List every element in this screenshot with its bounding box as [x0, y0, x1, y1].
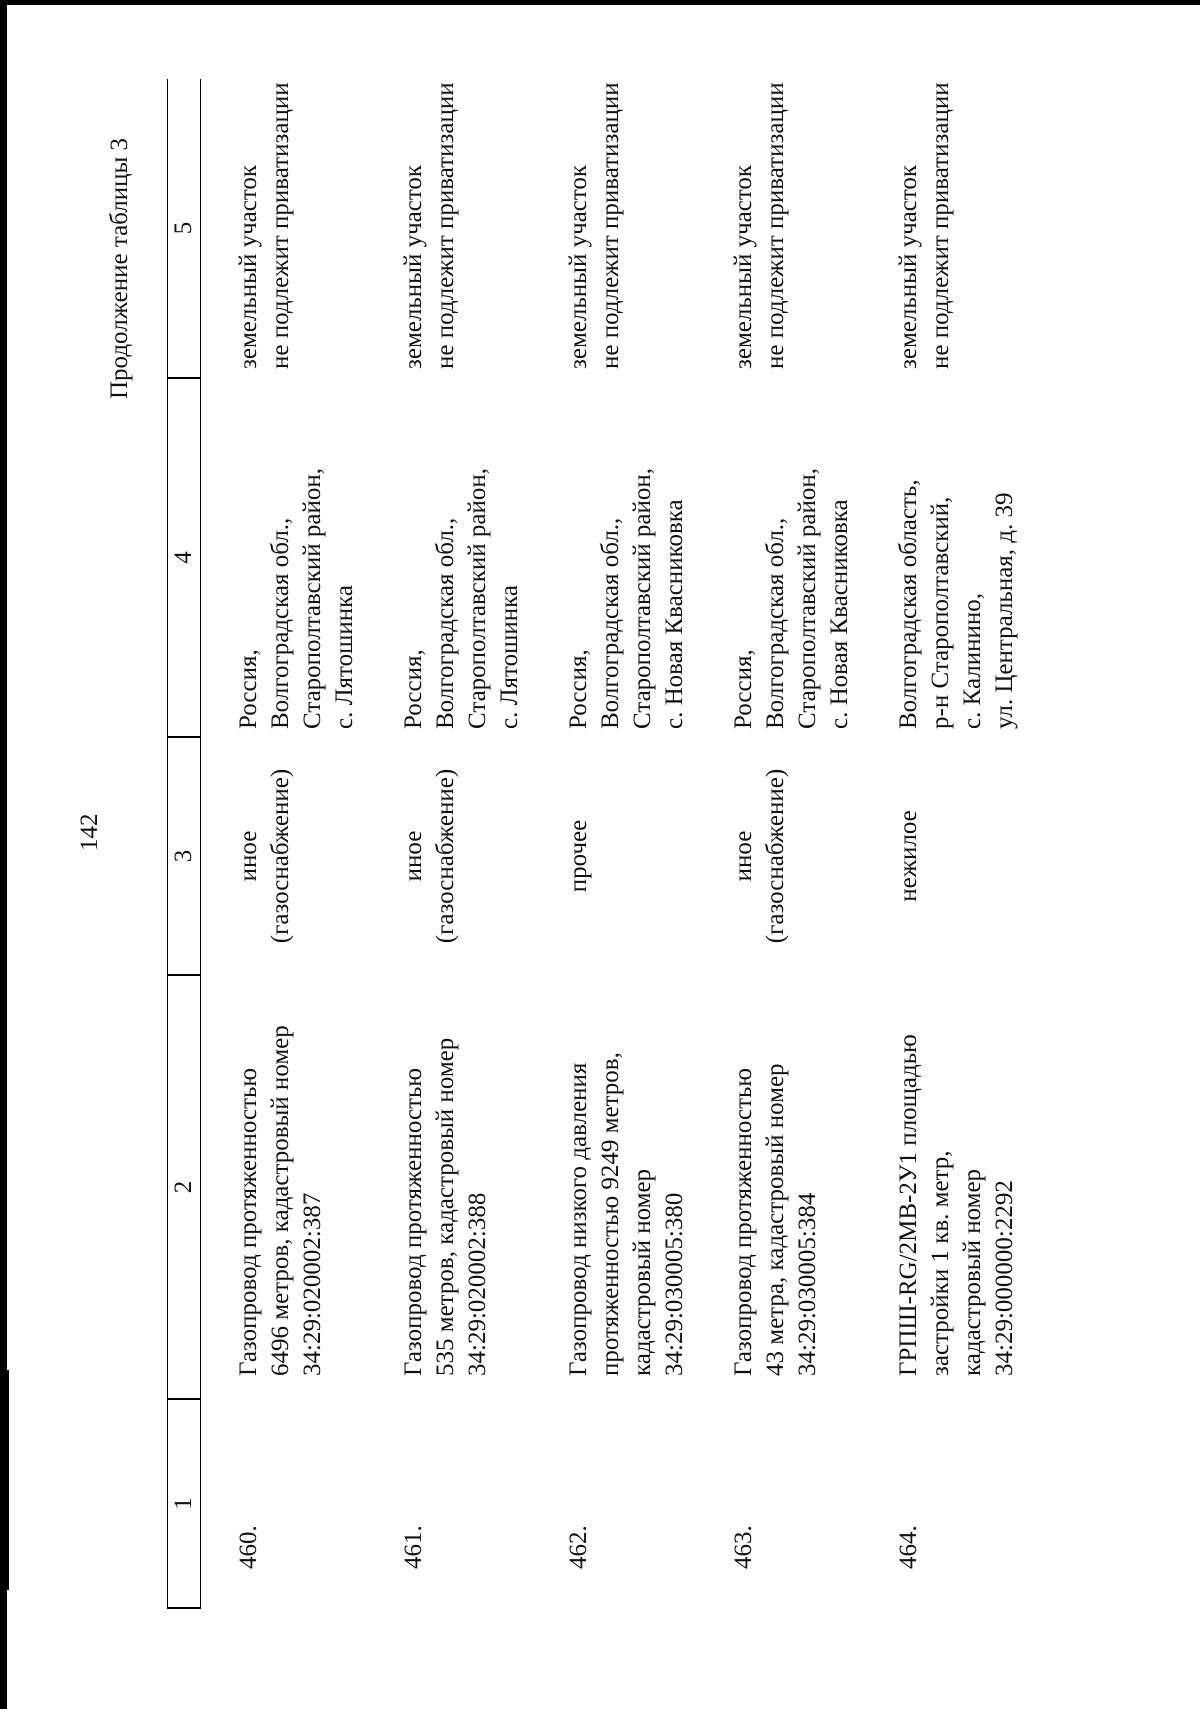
object-name-cell: Газопровод протяженностью 43 метра, кадастровый номер 34:29:030005:384 — [730, 1063, 821, 1376]
address-cell: Россия, Волгоградская обл., Старополтавский район, с. Новая Квасниковка — [730, 467, 853, 729]
note-cell: земельный участок не подлежит приватизации — [235, 82, 294, 369]
object-name-cell: Газопровод протяженностью 6496 метров, кадастровый номер 34:29:020002:387 — [235, 1025, 326, 1376]
row-number: 462. — [565, 1525, 592, 1569]
note-cell: земельный участок не подлежит приватизации — [400, 82, 459, 369]
purpose-cell: иное (газоснабжение) — [400, 768, 459, 944]
purpose-cell: нежилое — [895, 810, 922, 902]
column-header-3: 3 — [170, 849, 197, 863]
purpose-cell: иное (газоснабжение) — [730, 768, 789, 944]
object-name-cell: Газопровод низкого давления протяженностью 9249 метров, кадастровый номер 34:29:030005:380 — [565, 1052, 688, 1376]
note-cell: земельный участок не подлежит приватизации — [565, 82, 624, 369]
address-cell: Россия, Волгоградская обл., Старополтавский район, с. Лятошинка — [400, 467, 523, 729]
row-number: 463. — [730, 1525, 757, 1569]
column-header-1: 1 — [170, 1497, 197, 1510]
table-header-rule — [200, 79, 201, 1609]
row-number: 460. — [235, 1525, 262, 1569]
purpose-cell: прочее — [565, 819, 592, 893]
column-header-2: 2 — [170, 1180, 197, 1194]
object-name-cell: ГРПШ-RG/2MB-2У1 площадью застройки 1 кв. метр, кадастровый номер 34:29:000000:2292 — [895, 1034, 1018, 1376]
purpose-cell: иное (газоснабжение) — [235, 768, 294, 944]
page-number: 142 — [76, 813, 103, 851]
address-cell: Россия, Волгоградская обл., Старополтавский район, с. Лятошинка — [235, 467, 358, 729]
object-name-cell: Газопровод протяженностью 535 метров, кадастровый номер 34:29:020002:388 — [400, 1037, 491, 1376]
address-cell: Волгоградская область, р-н Старополтавский, с. Калинино, ул. Центральная, д. 39 — [895, 479, 1018, 729]
address-cell: Россия, Волгоградская обл., Старополтавский район, с. Новая Квасниковка — [565, 467, 688, 729]
row-number: 461. — [400, 1525, 427, 1569]
col-divider — [167, 1607, 200, 1609]
note-cell: земельный участок не подлежит приватизации — [730, 82, 789, 369]
row-number: 464. — [895, 1525, 922, 1569]
note-cell: земельный участок не подлежит приватизации — [895, 82, 954, 369]
column-header-5: 5 — [170, 221, 197, 235]
table-caption: Продолжение таблицы 3 — [106, 137, 133, 399]
column-header-4: 4 — [170, 551, 197, 564]
